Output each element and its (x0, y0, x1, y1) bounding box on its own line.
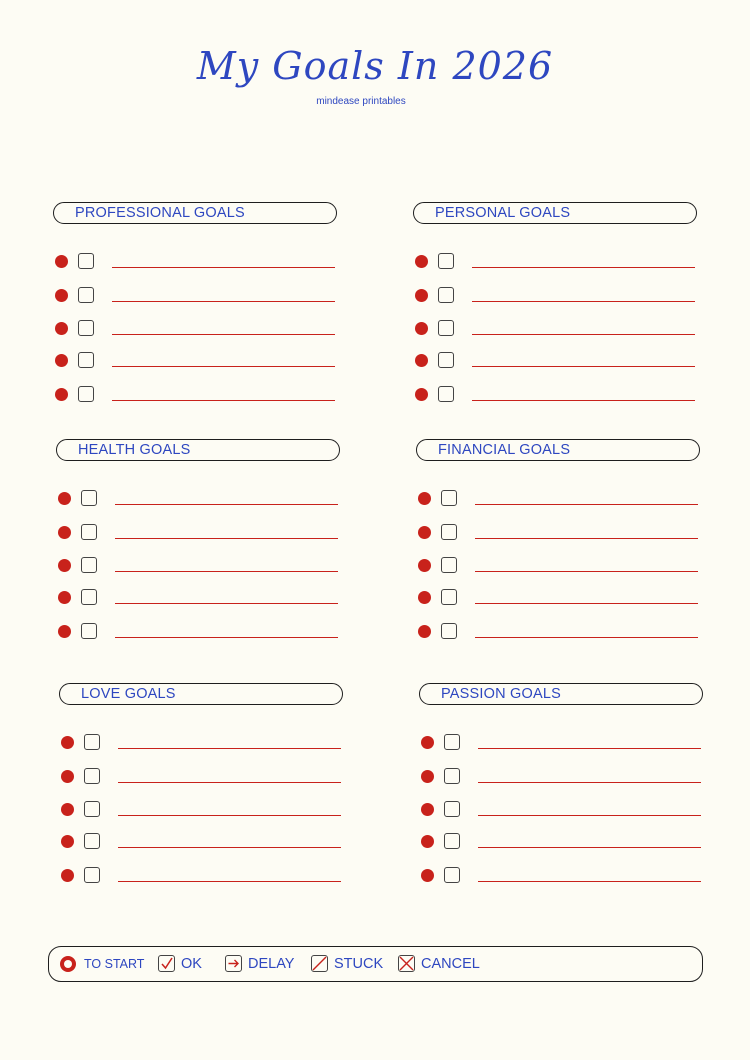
bullet-dot-icon (55, 388, 68, 401)
bullet-dot-icon (58, 559, 71, 572)
section-header (413, 202, 697, 224)
goal-write-line[interactable] (478, 748, 701, 749)
section-header (416, 439, 700, 461)
arrow-right-icon (225, 955, 242, 972)
goal-checkbox[interactable] (438, 352, 454, 368)
goal-checkbox[interactable] (444, 801, 460, 817)
goal-write-line[interactable] (478, 782, 701, 783)
goal-write-line[interactable] (112, 301, 335, 302)
goal-section (419, 683, 705, 893)
status-legend (48, 946, 703, 982)
goal-checkbox[interactable] (81, 490, 97, 506)
goal-section (416, 439, 702, 649)
goal-checkbox[interactable] (441, 490, 457, 506)
goal-checkbox[interactable] (441, 524, 457, 540)
goal-row (59, 866, 345, 886)
legend-label-stuck: STUCK (334, 956, 384, 972)
goal-checkbox[interactable] (84, 833, 100, 849)
goal-row (56, 489, 342, 509)
bullet-dot-icon (55, 354, 68, 367)
cross-icon (398, 955, 415, 972)
goal-section (53, 202, 339, 412)
goal-checkbox[interactable] (438, 386, 454, 402)
goal-checkbox[interactable] (81, 557, 97, 573)
bullet-dot-icon (418, 591, 431, 604)
goal-section (59, 683, 345, 893)
goal-write-line[interactable] (118, 847, 341, 848)
goal-write-line[interactable] (112, 366, 335, 367)
goal-checkbox[interactable] (444, 867, 460, 883)
section-title: HEALTH GOALS (78, 442, 191, 458)
goal-section (413, 202, 699, 412)
goal-write-line[interactable] (472, 301, 695, 302)
goal-checkbox[interactable] (78, 253, 94, 269)
bullet-dot-icon (421, 835, 434, 848)
section-header (53, 202, 337, 224)
goal-row (53, 319, 339, 339)
goal-row (416, 622, 702, 642)
goal-write-line[interactable] (475, 603, 698, 604)
bullet-dot-icon (58, 591, 71, 604)
bullet-dot-icon (421, 770, 434, 783)
page-title: My Goals In 2026 (196, 44, 554, 88)
goal-checkbox[interactable] (441, 623, 457, 639)
goal-row (416, 489, 702, 509)
bullet-dot-icon (58, 492, 71, 505)
bullet-dot-icon (418, 526, 431, 539)
goal-write-line[interactable] (115, 504, 338, 505)
goal-checkbox[interactable] (441, 589, 457, 605)
legend-label-delay: DELAY (248, 956, 295, 972)
goal-checkbox[interactable] (438, 287, 454, 303)
bullet-dot-icon (58, 625, 71, 638)
bullet-dot-icon (55, 322, 68, 335)
goal-row (413, 286, 699, 306)
goal-checkbox[interactable] (444, 734, 460, 750)
goal-row (53, 286, 339, 306)
goal-row (416, 588, 702, 608)
goal-checkbox[interactable] (84, 734, 100, 750)
goal-write-line[interactable] (115, 603, 338, 604)
goal-write-line[interactable] (118, 815, 341, 816)
slash-icon (311, 955, 328, 972)
bullet-dot-icon (415, 255, 428, 268)
goal-write-line[interactable] (475, 538, 698, 539)
goal-section (56, 439, 342, 649)
goal-row (419, 733, 705, 753)
goal-write-line[interactable] (118, 881, 341, 882)
section-title: PERSONAL GOALS (435, 205, 571, 221)
goal-write-line[interactable] (472, 400, 695, 401)
goal-row (56, 622, 342, 642)
bullet-dot-icon (418, 492, 431, 505)
goal-checkbox[interactable] (444, 768, 460, 784)
bullet-dot-icon (55, 255, 68, 268)
goal-write-line[interactable] (115, 637, 338, 638)
goal-row (413, 385, 699, 405)
goal-write-line[interactable] (115, 538, 338, 539)
goal-row (419, 767, 705, 787)
section-title: LOVE GOALS (81, 686, 176, 702)
bullet-dot-icon (61, 835, 74, 848)
goal-write-line[interactable] (118, 782, 341, 783)
section-header (59, 683, 343, 705)
goal-write-line[interactable] (472, 334, 695, 335)
goal-row (413, 351, 699, 371)
goal-row (419, 800, 705, 820)
goal-checkbox[interactable] (78, 386, 94, 402)
goal-row (56, 556, 342, 576)
bullet-dot-icon (61, 736, 74, 749)
goal-row (419, 866, 705, 886)
bullet-dot-icon (421, 869, 434, 882)
bullet-dot-icon (415, 322, 428, 335)
goal-checkbox[interactable] (78, 352, 94, 368)
goal-row (56, 588, 342, 608)
goal-write-line[interactable] (472, 366, 695, 367)
bullet-dot-icon (61, 869, 74, 882)
goal-write-line[interactable] (475, 637, 698, 638)
goal-row (419, 832, 705, 852)
goal-write-line[interactable] (118, 748, 341, 749)
goal-checkbox[interactable] (78, 287, 94, 303)
bullet-dot-icon (58, 526, 71, 539)
section-title: FINANCIAL GOALS (438, 442, 571, 458)
goal-checkbox[interactable] (84, 768, 100, 784)
goal-row (59, 733, 345, 753)
goal-row (413, 252, 699, 272)
goal-checkbox[interactable] (441, 557, 457, 573)
goal-row (53, 252, 339, 272)
checkmark-icon (158, 955, 175, 972)
legend-label-ok: OK (181, 956, 202, 972)
bullet-dot-icon (421, 736, 434, 749)
goal-checkbox[interactable] (81, 589, 97, 605)
bullet-dot-icon (415, 289, 428, 302)
bullet-dot-icon (418, 559, 431, 572)
goal-checkbox[interactable] (84, 867, 100, 883)
goal-write-line[interactable] (478, 881, 701, 882)
section-header (419, 683, 703, 705)
goal-row (59, 832, 345, 852)
goal-row (416, 556, 702, 576)
goal-checkbox[interactable] (81, 623, 97, 639)
goal-checkbox[interactable] (81, 524, 97, 540)
bullet-dot-icon (421, 803, 434, 816)
section-title: PROFESSIONAL GOALS (75, 205, 245, 221)
goal-row (53, 385, 339, 405)
bullet-dot-icon (61, 803, 74, 816)
goal-write-line[interactable] (472, 267, 695, 268)
goal-write-line[interactable] (115, 571, 338, 572)
goal-checkbox[interactable] (84, 801, 100, 817)
goal-checkbox[interactable] (438, 320, 454, 336)
goal-write-line[interactable] (112, 267, 335, 268)
goal-write-line[interactable] (112, 334, 335, 335)
goal-checkbox[interactable] (444, 833, 460, 849)
legend-label-start: TO START (84, 957, 145, 971)
bullet-dot-icon (415, 354, 428, 367)
section-title: PASSION GOALS (441, 686, 561, 702)
bullet-dot-icon (61, 770, 74, 783)
section-header (56, 439, 340, 461)
goal-checkbox[interactable] (438, 253, 454, 269)
goal-write-line[interactable] (475, 504, 698, 505)
goal-row (56, 523, 342, 543)
goal-write-line[interactable] (112, 400, 335, 401)
goal-row (416, 523, 702, 543)
goal-row (59, 767, 345, 787)
goal-row (59, 800, 345, 820)
bullet-dot-icon (415, 388, 428, 401)
goal-row (413, 319, 699, 339)
goal-write-line[interactable] (478, 847, 701, 848)
goal-checkbox[interactable] (78, 320, 94, 336)
goal-write-line[interactable] (478, 815, 701, 816)
legend-label-cancel: CANCEL (421, 956, 480, 972)
bullet-dot-icon (418, 625, 431, 638)
goal-write-line[interactable] (475, 571, 698, 572)
page-subtitle: mindease printables (316, 96, 406, 107)
bullet-dot-icon (55, 289, 68, 302)
goal-row (53, 351, 339, 371)
to-start-icon (60, 956, 76, 972)
